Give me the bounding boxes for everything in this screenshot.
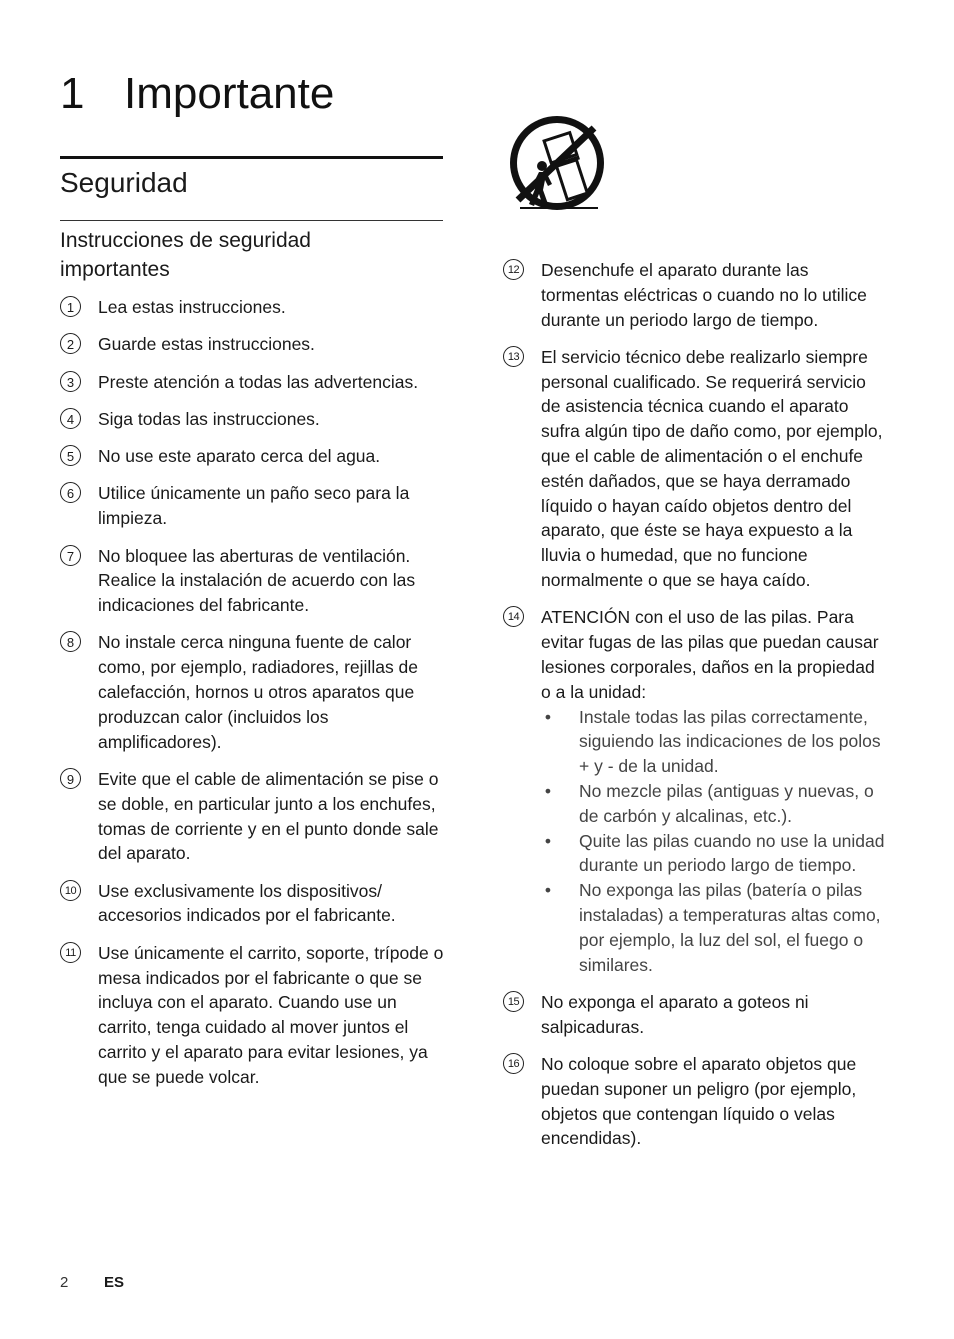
list-item [60, 630, 444, 754]
section-title: Seguridad [60, 167, 188, 198]
item-text: No instale cerca ninguna fuente de calor como, por ejemplo, radiadores, rejillas de calefacción, hornos u otros aparatos que produzcan calor (incluidos los amplificadores). [98, 632, 419, 752]
list-item [60, 481, 444, 531]
item-number: 5 [60, 445, 81, 466]
list-item [60, 767, 444, 866]
bullet-item [541, 878, 889, 977]
item-number: 11 [60, 942, 81, 963]
chapter-number: 1 [60, 69, 85, 118]
item-text: No bloquee las aberturas de ventilación. Realice la instalación de acuerdo con las indicaciones del fabricante. [98, 545, 416, 616]
subsection-title: Instrucciones de seguridad importantes [60, 229, 311, 281]
item-text: Evite que el cable de alimentación se pise o se doble, en particular junto a los enchufes, tomas de corriente y en el punto donde sale del aparato. [98, 768, 439, 864]
item-text: ATENCIÓN con el uso de las pilas. Para evitar fugas de las pilas que puedan causar lesiones corporales, daños en la propiedad o a la unidad: [541, 607, 879, 702]
chapter-title: Importante [124, 69, 335, 118]
battery-bullet-list [541, 705, 889, 978]
language-code: ES [104, 1274, 125, 1291]
list-item [60, 407, 444, 432]
bullet-text: Instale todas las pilas correctamente, siguiendo las indicaciones de los polos + y - de la unidad. [579, 706, 881, 777]
item-text: No exponga el aparato a goteos ni salpicaduras. [541, 991, 809, 1037]
item-number: 16 [503, 1053, 524, 1074]
bullet-text: Quite las pilas cuando no use la unidad durante un periodo largo de tiempo. [579, 830, 885, 876]
bullet-icon: • [544, 830, 552, 851]
item-text: El servicio técnico debe realizarlo siempre personal cualificado. Se requerirá servicio de asistencia técnica cuando el aparato sufra algún tipo de daño como, por ejemplo, que el cable de alimentación o el enchufe estén dañados, que se haya derramado líquido o hayan caído objetos dentro del aparato, que éste se haya expuesto a la lluvia o humedad, que no funcione normalmente o que se haya caído. [541, 346, 883, 591]
safety-list-right [503, 258, 889, 1151]
section-rule [60, 156, 443, 159]
item-text: No coloque sobre el aparato objetos que puedan suponer un peligro (por ejemplo, objetos que contengan líquido o velas encendidas). [541, 1053, 857, 1149]
subsection-rule [60, 220, 443, 221]
page-number: 2 [60, 1274, 69, 1291]
list-item [60, 544, 444, 618]
cart-tip-over-warning-icon [508, 114, 606, 214]
bullet-item [541, 829, 889, 879]
list-item [60, 941, 444, 1090]
item-number: 15 [503, 991, 524, 1012]
item-text: Siga todas las instrucciones. [98, 408, 320, 429]
item-text: Guarde estas instrucciones. [98, 334, 315, 355]
item-number: 8 [60, 631, 81, 652]
item-text: Preste atención a todas las advertencias. [98, 371, 419, 392]
safety-list-left [60, 295, 444, 1090]
bullet-text: No exponga las pilas (batería o pilas instaladas) a temperaturas altas como, por ejemplo, la luz del sol, el fuego o similares. [579, 880, 881, 975]
list-item [60, 444, 444, 469]
item-text: Lea estas instrucciones. [98, 297, 286, 317]
item-number: 4 [60, 408, 81, 429]
bullet-icon: • [544, 780, 552, 801]
item-number: 14 [503, 606, 524, 627]
bullet-item [541, 779, 889, 829]
list-item [60, 332, 444, 357]
item-number: 3 [60, 371, 81, 392]
list-item [503, 605, 889, 977]
list-item [503, 1052, 889, 1151]
bullet-icon: • [544, 880, 552, 901]
list-item [503, 258, 889, 332]
item-number: 2 [60, 333, 81, 354]
item-number: 10 [60, 880, 81, 901]
list-item [503, 345, 889, 593]
chapter-heading [60, 66, 334, 122]
list-item [60, 879, 444, 929]
item-text: Desenchufe el aparato durante las tormentas eléctricas o cuando no lo utilice durante un periodo largo de tiempo. [541, 260, 867, 330]
list-item [503, 990, 889, 1040]
item-number: 1 [60, 296, 81, 317]
item-number: 9 [60, 768, 81, 789]
item-text: Utilice únicamente un paño seco para la limpieza. [98, 483, 410, 529]
bullet-text: No mezcle pilas (antiguas y nuevas, o de carbón y alcalinas, etc.). [579, 780, 874, 826]
item-number: 13 [503, 346, 524, 367]
list-item [60, 370, 444, 395]
bullet-icon: • [544, 706, 552, 727]
bullet-item [541, 705, 889, 779]
item-text: Use únicamente el carrito, soporte, trípode o mesa indicados por el fabricante o que se incluya con el aparato. Cuando use un carrito, tenga cuidado al mover juntos el carrito y el aparato para evitar lesiones, ya que se puede volcar. [98, 942, 444, 1087]
item-number: 6 [60, 482, 81, 503]
item-text: No use este aparato cerca del agua. [98, 446, 381, 467]
item-text: Use exclusivamente los dispositivos/ accesorios indicados por el fabricante. [98, 880, 396, 926]
list-item [60, 295, 444, 320]
item-number: 12 [503, 259, 524, 280]
item-number: 7 [60, 545, 81, 566]
